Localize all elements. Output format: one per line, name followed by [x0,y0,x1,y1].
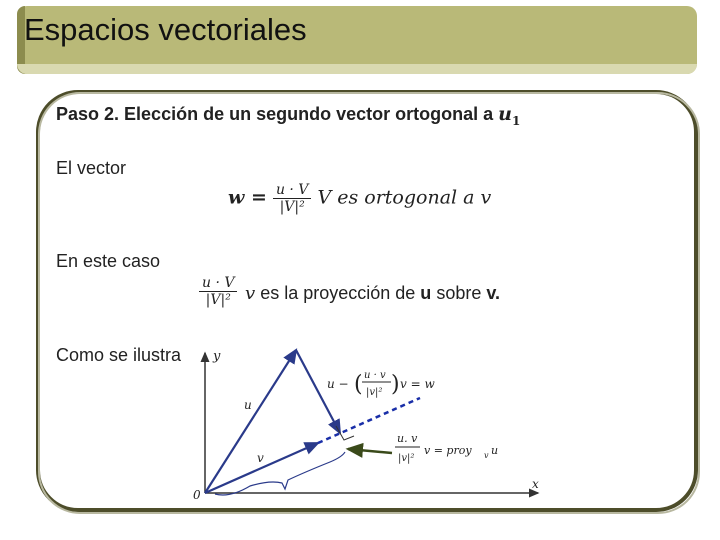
equation-w-numerator: u · V [273,182,311,199]
y-label: y [213,349,221,364]
v-label: v [257,451,264,465]
w-eq-num: u · v [364,370,386,381]
projection-numerator: u · V [199,275,237,292]
equation-w-lhs: w = [228,186,267,209]
paragraph-illustration: Como se ilustra [56,345,182,365]
proj-eq-den: |v|² [398,453,415,464]
proj-eq-end: u [491,444,499,457]
heading-text: Paso 2. Elección de un segundo vector ortogonal a [56,104,494,124]
annotation-arrow [348,449,392,453]
paragraph-case: En este caso [56,251,161,271]
w-eq-pre: u − [327,377,349,391]
projection-sentence: v es la proyección de u sobre v. [245,283,501,304]
heading-vector: $u_1$ [498,103,521,128]
equation-w-denominator: |V|² [279,199,305,215]
w-eq-close: ) [391,372,400,397]
proj-eq-post: v = proy [424,444,472,457]
w-equation [327,370,435,398]
origin-label: 0 [193,488,201,502]
page-title: Espacios vectoriales [24,12,307,47]
equation-w-rhs: V es ortogonal a v [317,186,492,209]
w-eq-post: v = w [400,377,435,391]
w-eq-den: |v|² [366,387,383,398]
paragraph-vector: El vector [56,158,127,178]
vector-u [205,350,296,493]
projection-denominator: |V|² [205,292,231,308]
proj-eq-sub: v [484,451,489,460]
projection-brace [215,452,345,495]
u-label: u [244,398,252,412]
vector-w [296,350,340,433]
projection-equation [395,432,498,464]
w-eq-open: ( [354,372,363,397]
proj-eq-num: u. v [397,432,418,445]
x-label: x [532,477,539,491]
